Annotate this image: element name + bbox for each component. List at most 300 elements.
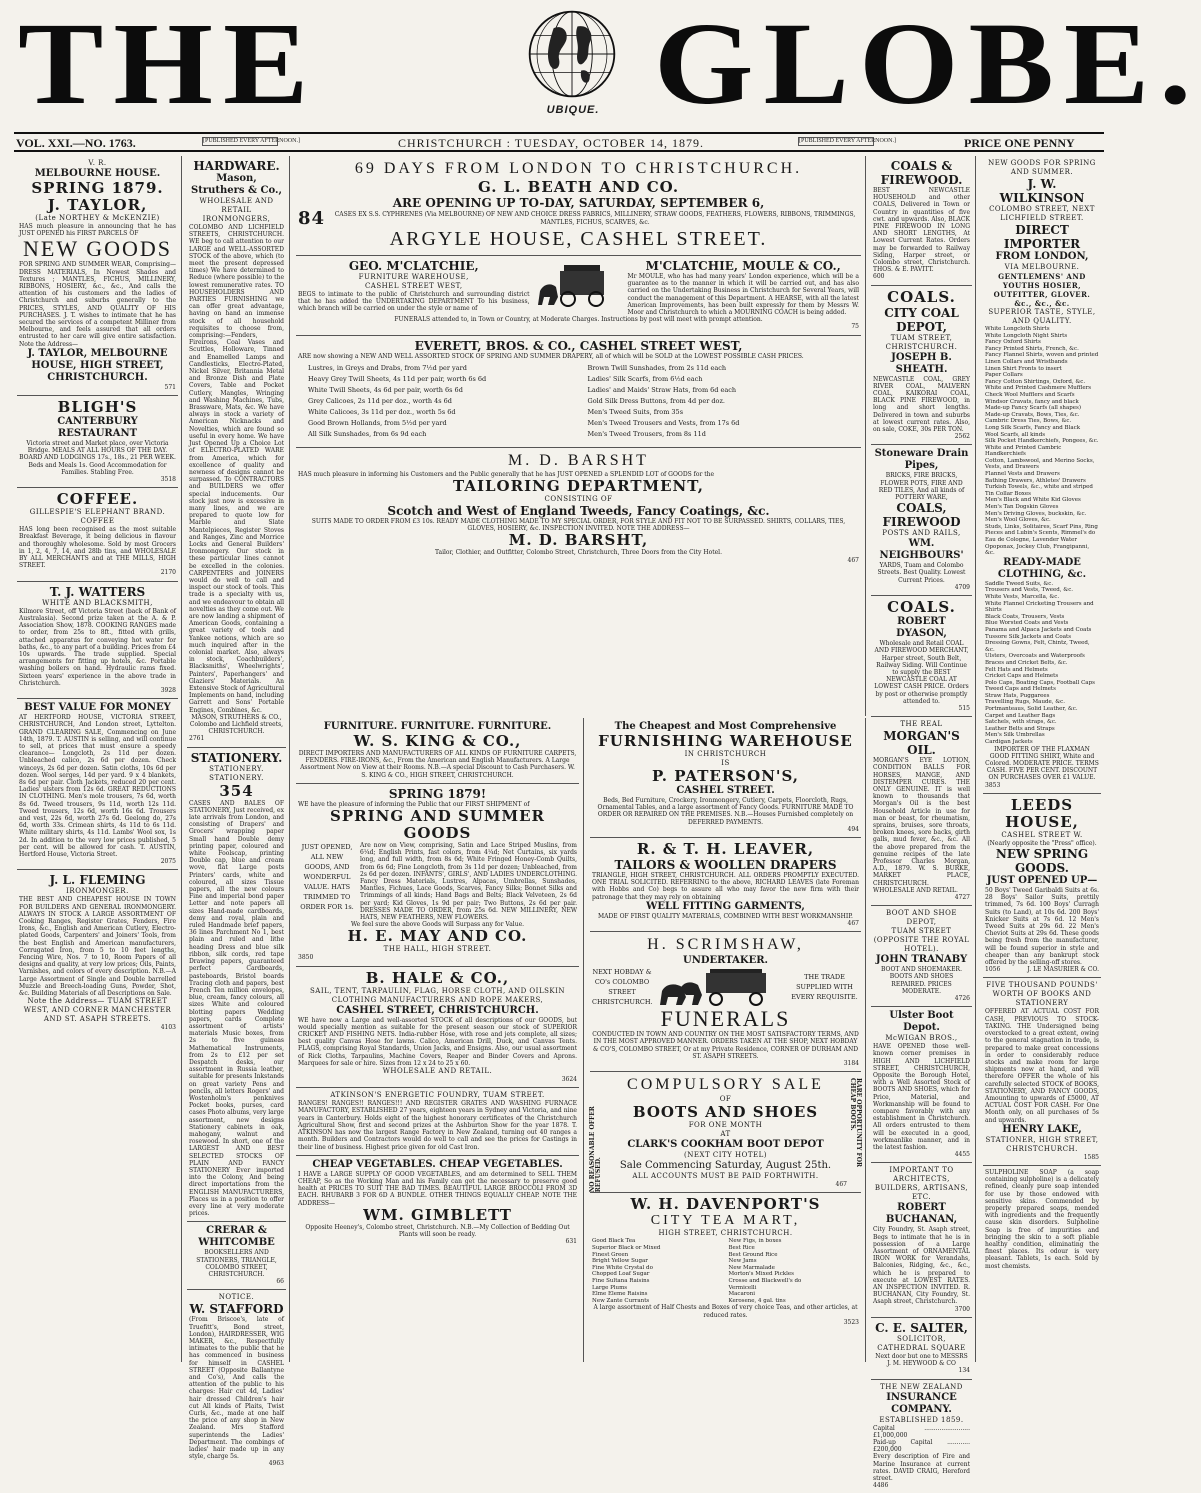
list-item: Linen Shirt Fronts to insert xyxy=(985,366,1099,373)
ad-number: 600 xyxy=(873,273,970,280)
column-6 xyxy=(980,156,1104,1362)
ad-number: 1585 xyxy=(985,1154,1099,1161)
list-item: Good Black Tea xyxy=(592,1238,723,1245)
ad-heading: Ulster Boot Depot. xyxy=(873,1010,970,1034)
list-item: Long Silk Scarfs, Fancy and Black xyxy=(985,425,1099,432)
ad-heading: C. E. SALTER, xyxy=(873,1321,970,1335)
list-item: Polo Caps, Boating Caps, Football Caps xyxy=(985,680,1099,687)
ad-paterson xyxy=(590,718,861,838)
list-item: Best Rice xyxy=(729,1245,860,1252)
ad-scrimshaw xyxy=(590,932,861,1072)
ad-neighbours xyxy=(871,445,972,596)
ad-subheading: IRONMONGER. xyxy=(19,887,176,896)
ad-address: CATHEDRAL SQUARE xyxy=(873,1344,970,1353)
list-item: Tussore Silk Jackets and Coats xyxy=(985,634,1099,641)
ad-subheading: AT xyxy=(604,1130,847,1139)
list-item: Wool Scarfs, all kinds xyxy=(985,432,1099,439)
list-item: Eau de Cologne, Lavender Water xyxy=(985,537,1099,544)
ad-heading: The Cheapest and Most Comprehensive xyxy=(592,721,859,733)
ad-number: 134 xyxy=(873,1367,970,1374)
ad-heading: COALS, FIREWOOD xyxy=(873,501,970,529)
ad-subheading: POSTS AND RAILS, xyxy=(873,529,970,538)
ad-heading: R. & T. H. LEAVER, xyxy=(592,841,859,858)
ad-number: 66 xyxy=(189,1278,284,1285)
list-item: White Twill Sheets, 4s 6d per pair, worth 6s 6d xyxy=(308,385,570,396)
ad-heading: LEEDS HOUSE, xyxy=(985,797,1099,831)
ad-heading: 69 DAYS FROM LONDON TO CHRISTCHURCH. xyxy=(298,159,859,179)
ad-body: We feel sure the above Goods will Surpass any for Value. xyxy=(298,921,577,928)
ad-number: 3624 xyxy=(298,1076,577,1083)
ad-heading: COALS. xyxy=(873,599,970,616)
ad-body: BOOT AND SHOEMAKER. BOOTS AND SHOES REPAIRED. PRICES MODERATE. xyxy=(873,966,970,995)
ad-address: HIGH STREET, CHRISTCHURCH. xyxy=(592,1229,859,1238)
ad-body: SUITS MADE TO ORDER FROM £3 10s. READY MADE CLOTHING MADE TO MY SPECIAL ORDER, FOR STYLE AND FIT NOT TO BE SURPASSED. SHIRTS, COLLARS, TIES, GLOVES, HOSIERY, &c. INSPECTION INVITED. NOTE THE ADDRESS— xyxy=(298,518,859,532)
ad-number: 3853 xyxy=(985,782,1099,789)
list-item: Black Coats, Trousers, Vests xyxy=(985,614,1099,621)
ad-number: 4726 xyxy=(873,995,970,1002)
ad-subheading: ALL ACCOUNTS MUST BE PAID FORTHWITH. xyxy=(604,1172,847,1181)
list-item: Men's Tweed Trousers and Vests, from 17s 6d xyxy=(588,418,850,429)
ad-pavitt-coals xyxy=(871,156,972,286)
list-item: Superior Black or Mixed xyxy=(592,1245,723,1252)
ad-subheading: IS xyxy=(592,759,859,768)
list-item: Vermicelli xyxy=(729,1285,860,1292)
ad-heading: H. SCRIMSHAW, xyxy=(592,935,859,955)
ad-body: Every description of Fire and Marine Insurance at current rates. DAVID CRAIG, Hereford street. xyxy=(873,1453,970,1482)
list-item: Ladies' and Maids' Straw Hats, from 6d each xyxy=(588,385,850,396)
list-item: Good Brown Hollands, from 5½d per yard xyxy=(308,418,570,429)
ad-subheading: UNDERTAKER. xyxy=(592,955,859,967)
ad-address: M. D. BARSHT, xyxy=(298,532,859,549)
ad-heading: COALS & FIREWOOD. xyxy=(873,159,970,187)
list-item: Windsor Cravats, fancy and black xyxy=(985,399,1099,406)
list-item: New Figs, in boxes xyxy=(729,1238,860,1245)
ad-heading: COFFEE. xyxy=(19,491,176,508)
ad-address: MASON, STRUTHERS & CO., Colombo and Lichfield streets, CHRISTCHURCH. xyxy=(189,714,284,736)
ad-leeds-house xyxy=(983,794,1101,979)
ad-stafford xyxy=(187,1290,286,1471)
ad-heading: BEST VALUE FOR MONEY xyxy=(19,702,176,714)
ad-heading: Sale Commencing Saturday, August 25th. xyxy=(604,1160,847,1172)
ad-city-coal-depot xyxy=(871,286,972,446)
globe-emblem-icon xyxy=(526,8,618,100)
ad-number: 4455 xyxy=(873,1151,970,1158)
ad-subheading: STATIONERY. STATIONERY. xyxy=(189,765,284,783)
list-item: Brown Twill Sunshades, from 2s 11d each xyxy=(588,363,850,374)
ad-nz-insurance xyxy=(871,1380,972,1493)
ad-heading: WELL FITTING GARMENTS, xyxy=(592,901,859,913)
list-item: White Longcloth Night Shirts xyxy=(985,333,1099,340)
ad-heading: 354 xyxy=(189,783,284,800)
ad-subheading: SAIL, TENT, TARPAULIN, FLAG, HORSE CLOTH, AND OILSKIN CLOTHING MANUFACTURERS AND ROPE MAKERS, xyxy=(298,987,577,1005)
ad-body: BEGS to intimate to the public of Christchurch and surrounding district that he has added the UNDERTAKING DEPARTMENT To his business, which branch will be carried on under the style or name of xyxy=(298,291,530,313)
ad-sidebar: THE TRADE SUPPLIED WITH EVERY REQUISITE. xyxy=(790,972,859,1002)
list-item: Opoponax, Jockey Club, Frangipanni, &c. xyxy=(985,544,1099,557)
masthead-right-word: GLOBE. xyxy=(654,14,1201,113)
list-item: Studs, Links, Solitaires, Scarf Pins, Ring Pieces and Lubin's Scents, Rimmel's do xyxy=(985,524,1099,537)
ad-heading: CITY COAL DEPOT, xyxy=(873,306,970,334)
masthead-motto: UBIQUE. xyxy=(528,104,618,116)
ad-body: HAS much pleasure in announcing that he has JUST OPENED his FIRST PARCELS OF xyxy=(19,223,176,237)
ad-body: Are now on View, comprising, Satin and Lace Striped Muslins, from 6¼d; English Prints, fast colors, from 4¼d; Net Curtains, six yards long, and full width, from 8s 6d; White Fringed Honey-Comb Quilts, from 6s 6d; Fine Longcloth, from 3s 11d per dozen; Unbleached, from 2s 6d per dozen. INFANTS', GIRLS', AND LADIES UNDERCLOTHING. Fancy Dress Materials, Lustres, Alpacas, Umbrellas, Sunshades, Mantles, Fichues, Lace Goods, Scarves, Fancy Silks; Bonnet Silks and Trimmings of all kinds; Hand Bags and Belts; Black Velveteen, 2s 6d per yard; Kid Gloves, 1s 9d per pair; Two Buttons, 2s 6d per pair. DRESSES MADE TO ORDER, from 25s 6d. NEW MILLINERY, NEW HATS, NEW FEATHERS, NEW FLOWERS. xyxy=(360,842,577,921)
list-item: Men's Tweed Trousers, from 8s 11d xyxy=(588,429,850,440)
ad-subheading: GILLESPIE'S ELEPHANT BRAND. COFFEE xyxy=(19,508,176,526)
ad-body: Opposite Heeney's, Colombo street, Christchurch. N.B.—My Collection of Bedding Out Plants will soon be ready. xyxy=(298,1224,577,1238)
ad-number: 2075 xyxy=(19,858,176,865)
ad-heading: INSURANCE COMPANY. xyxy=(873,1392,970,1416)
ad-heading: ROBERT DYASON, xyxy=(873,616,970,640)
ad-heading: MORGAN'S OIL. xyxy=(873,729,970,757)
ad-address: CASHEL STREET, CHRISTCHURCH. xyxy=(298,1005,577,1017)
ad-body: RANGES! RANGES!! RANGES!!! AND REGISTER GRATES AND WASHING FURNACE MANUFACTORY, ESTABLISHED 27 years, eighteen years in Sydney and Victoria, and nine years in Canterbury. Holds eight of the highest honorary certificates of the Christchurch Agricultural Show, first and second prizes at the Ashburton Show for the year 1878. T. ATKINSON has now the largest Range Factory in New Zealand, turning out 40 ranges a month. Builders and Contractors would do well to call and see the prices for Castings in their line of business. Highest price given for old Cast Iron. xyxy=(298,1100,577,1150)
ad-number: 3928 xyxy=(19,687,176,694)
ad-address: J. TAYLOR, MELBOURNE HOUSE, HIGH STREET, CHRISTCHURCH. xyxy=(19,348,176,384)
list-item: Check Wool Mufflers and Scarfs xyxy=(985,392,1099,399)
ad-heading: H. E. MAY AND CO. xyxy=(298,928,577,945)
ad-heading: M. D. BARSHT xyxy=(298,451,859,471)
ad-hardware xyxy=(187,156,286,748)
ad-sidebar: JUST OPENED, ALL NEW GOODS, AND WONDERFUL VALUE. HATS TRIMMED TO ORDER FOR 1s. xyxy=(298,842,356,921)
ad-subheading: McWIGAN BROS., xyxy=(873,1034,970,1043)
ad-heading: SPRING AND SUMMER GOODS xyxy=(298,808,577,842)
ad-number: 3850 xyxy=(298,954,577,961)
ad-body: NEWCASTLE COAL, GREY RIVER COAL, MALVERN COAL, KAIKORAI COAL, BLACK PINE FIREWOOD, in long and short lengths. Delivered in town and suburbs at lowest current rates. Also, on sale, COKE, 30s PER TON. xyxy=(873,376,970,434)
ad-body: TRIANGLE, HIGH STREET, CHRISTCHURCH. ALL ORDERS PROMPTLY EXECUTED. ONE TRIAL SOLICITED. REFERRING to the above, RICHARD LEAVES (late Foreman with Hobbs and Co) begs to assure all who may favor the new firm with their patronage that they may rely on obtaining xyxy=(592,872,859,901)
ad-heading: JOSEPH B. SHEATH. xyxy=(873,352,970,376)
ad-body: CASES AND BALES OF STATIONERY, Just received, ex late arrivals from London, and consisting of Drapers' and Grocers' wrapping paper Small hand Double demy printing paper, coloured and white Foolscap, printing Double cap, blue and cream wove, flat Large posts Printers' cards, white and coloured, all sizes Tissue papers, all the new colours Fine and imperial bond paper Letter and note papers all sizes Hand-made cardboards, demy and royal, plain and ruled Handmade brief papers, 36 lines Parchment No 1, best plain and ruled and lithe heading Dress and blue silk ribbon, silk cords, red tape Drawing papers, guaranteed perfect Cardboards, pasteboards, Bristol boards Tracing cloth and papers, best French Ten million envelopes, blue, cream, fancy colours, all sizes White and coloured blotting papers Wedding papers, cards Complete assortment of artists' materials Music boxes, from 2s to five guineas Mathematical Instruments, from 2s to £12 per set Despatch desks, our assortment in Russia leather, suitable for presents Inkstands on great variety Pens and pencils, all letters Rogers' and Wostenholm's penknives Pocket books, purses, card cases Photo albums, very large assortment, new designs Stationery cabinets in oak, mahogany, walnut and rosewood. In short, one of the LARGEST AND BEST SELECTED STOCKS OF PLAIN AND FANCY STATIONERY Ever imported into the Colony, And being direct importations from the ENGLISH MANUFACTURERS, Places us in a position to offer every line at very moderate prices. xyxy=(189,800,284,1218)
ad-address: TUAM STREET, CHRISTCHURCH. xyxy=(873,334,970,352)
ad-subheading: THE REAL xyxy=(873,720,970,729)
ad-mclatchie xyxy=(296,256,861,336)
list-item: Trousers and Vests, Tweed, &c. xyxy=(985,587,1099,594)
ad-subheading: NOTICE. xyxy=(189,1293,284,1302)
list-item: New Marmalade xyxy=(729,1265,860,1272)
ad-buchanan xyxy=(871,1163,972,1317)
ad-heading: COALS. xyxy=(873,289,970,306)
ad-heading: W. STAFFORD xyxy=(189,1302,284,1316)
ad-address: THE HALL, HIGH STREET. xyxy=(298,945,577,954)
list-item: White Flannel Cricketing Trousers and Shirts xyxy=(985,601,1099,614)
ad-heading: MELBOURNE HOUSE. xyxy=(19,168,176,180)
ad-coffee xyxy=(17,488,178,581)
ad-address: STATIONER, HIGH STREET, CHRISTCHURCH. xyxy=(985,1136,1099,1154)
ad-body: (Nearly opposite the "Press" office). xyxy=(985,840,1099,847)
ad-heading: Scotch and West of England Tweeds, Fancy Coatings, &c. xyxy=(298,504,859,518)
ad-heading: HARDWARE. xyxy=(189,159,284,173)
ad-heading: J. W. WILKINSON xyxy=(985,177,1099,205)
ad-heading: 84 xyxy=(298,210,325,227)
ad-heading: BOOTS AND SHOES xyxy=(604,1104,847,1121)
ad-number: 4709 xyxy=(873,584,970,591)
ad-body: 50 Boys' Tweed Garibaldi Suits at 6s. 28 Boys' Sailor Suits, prettily trimmed, 7s 6d. 100 Boys' Curragh Suits (to Land), at 10s 6d. 200 Boys' Knicker Suits at 7s 6d. 12 Men's Tweed Suits at 29s 6d. 22 Men's Cheviot Suits at 29s 6d. These goods being fresh from the manufacturer, will be found superior in style and cheaper than any bankrupt stock offered by the selling-off stores. xyxy=(985,887,1099,966)
ad-number: 467 xyxy=(604,1181,847,1188)
ad-body: Paid-up Capital ............ £200,000 xyxy=(873,1439,970,1453)
ad-subheading: IMPORTANT TO ARCHITECTS, BUILDERS, ARTISANS, ETC. xyxy=(873,1166,970,1202)
list-item: Best Ground Rice xyxy=(729,1252,860,1259)
list-item: Paper Collars xyxy=(985,372,1099,379)
ad-body: HAVE OPENED those well-known corner premises in HIGH AND LICHFIELD STREET, CHRISTCHURCH, Opposite the Borough Hotel, with a Well Assorted Stock of BOOTS AND SHOES, which for Price, Material, and Workmanship will be found to compare favorably with any establishment in Christchurch. All orders entrusted to them will be executed in a good, workmanlike manner, and in the latest fashion. xyxy=(873,1043,970,1151)
list-item: Linen Collars and Wristbands xyxy=(985,359,1099,366)
ad-heading: WM. NEIGHBOURS' xyxy=(873,538,970,562)
ad-body: ARE now showing a NEW AND WELL ASSORTED STOCK OF SPRING AND SUMMER DRAPERY, all of which will be SOLD at the LOWEST POSSIBLE CASH PRICES. xyxy=(298,353,859,360)
issue-price: PRICE ONE PENNY xyxy=(964,136,1075,151)
ad-address: CASHEL STREET W. xyxy=(985,831,1099,840)
ad-body: BRICKS, FIRE BRICKS, FLOWER POTS, FIRE AND RED TILES, And all kinds of POTTERY WARE, xyxy=(873,472,970,501)
ad-heading: FURNISHING WAREHOUSE xyxy=(592,733,859,750)
list-item: White and Printed Cashmere Mufflers xyxy=(985,385,1099,392)
ad-compulsory-sale xyxy=(590,1072,861,1193)
masthead-left-word: THE xyxy=(18,14,318,113)
ad-body: Capital ........................ £1,000,000 xyxy=(873,1425,970,1439)
ad-body: MORGAN'S EYE LOTION, CONDITION BALLS FOR HORSES, MANGE, AND DISTEMPER CURES. THE ONLY GENUINE. IT is well known to thousands that Morgan's Oil is the best Household Article in use for man or beast, for rheumatism, sprains, bruises, sore throats, broken knees, sore backs, girth galls, mud fever, &c., &c. All the above prepared from the genuine recipes of the late Professor Charles Morgan, A.D., 1879. W. S. BURKE, MARKET PLACE, CHRISTCHURCH. WHOLESALE AND RETAIL. xyxy=(873,757,970,894)
list-item: Fancy Cotton Shirtings, Oxford, &c. xyxy=(985,379,1099,386)
ad-body: Tailor, Clothier, and Outfitter, Colombo Street, Christchurch, Three Doors from the City Hotel. xyxy=(298,549,859,556)
ad-number: 494 xyxy=(592,826,859,833)
list-item: Chopped Loaf Sugar xyxy=(592,1271,723,1278)
ad-body: Next door but one to MESSRS J. M. HEYWOOD & CO xyxy=(873,1353,970,1367)
ad-heading: ROBERT BUCHANAN, xyxy=(873,1202,970,1226)
list-item: Straw Hats, Puggarees xyxy=(985,693,1099,700)
list-item: Large Plums xyxy=(592,1285,723,1292)
ad-body: YARDS, Tuam and Colombo Streets. Best Quality. Lowest Current Prices. xyxy=(873,562,970,584)
masthead xyxy=(14,6,1104,130)
ad-stationery xyxy=(187,748,286,1223)
ad-sulpholine-soap xyxy=(983,1166,1101,1274)
list-item: Braces and Cricket Belts, &c. xyxy=(985,660,1099,667)
list-item: New Zante Currants xyxy=(592,1298,723,1305)
ad-subheading: CANTERBURY RESTAURANT xyxy=(19,416,176,440)
ad-wilkinson xyxy=(983,156,1101,794)
ad-hertford-house xyxy=(17,699,178,870)
ad-heading: TAILORING DEPARTMENT, xyxy=(298,478,859,495)
ad-body: MADE OF FIRST QUALITY MATERIALS, COMBINED WITH BEST WORKMANSHIP. xyxy=(592,913,859,920)
ad-heading: WM. GIMBLETT xyxy=(298,1207,577,1224)
ad-subheading: WHOLESALE AND RETAIL. xyxy=(298,1067,577,1076)
tea-price-list-left xyxy=(592,1238,723,1304)
ad-subheading: THE NEW ZEALAND xyxy=(873,1383,970,1392)
ad-subheading: VIA MELBOURNE. xyxy=(985,263,1099,272)
ad-melbourne-house xyxy=(17,156,178,396)
centre-block xyxy=(292,156,866,716)
list-item: Heavy Grey Twill Sheets, 4s 11d per pair, worth 6s 6d xyxy=(308,374,570,385)
list-item: Silk Pocket Handkerchiefs, Pongees, &c. xyxy=(985,438,1099,445)
ad-body: OFFERED AT ACTUAL COST FOR CASH, PREVIOUS TO STOCK-TAKING. THE Undersigned being overstocked to a great extent, owing to the general stagnation in trade, is prepared to make great concessions in order to considerably reduce stocks and make room for large shipments now at hand, and will therefore OFFER the whole of his carefully selected STOCK of BOOKS, STATIONERY, AND FANCY GOODS, Amounting to upwards of £5000, AT ACTUAL COST FOR CASH. For One Month only, on all purchases of 5s and upwards. xyxy=(985,1008,1099,1123)
ad-heading: SPRING 1879. xyxy=(19,180,176,197)
list-item: Gold Silk Dress Buttons, from 4d per doz. xyxy=(588,396,850,407)
column-3 xyxy=(292,718,584,1362)
ad-dyason xyxy=(871,596,972,717)
ad-heading: Mason, Struthers & Co., xyxy=(189,173,284,197)
ad-heading: CRERAR & WHITCOMBE xyxy=(189,1225,284,1249)
ad-heading: P. PATERSON'S, xyxy=(592,768,859,785)
ad-body: AT HERTFORD HOUSE, VICTORIA STREET, CHRISTCHURCH, And London street, Lyttelton. GRAND CLEARING SALE, Commencing on June 14th, 1879. T. AUSTIN is selling, and will continue to sell, at prices that must ensure a speedy clearance— Longcloth, 2s 11d per dozen. Unbleached calico, 2s 6d per dozen. Check winceys, 2s 6d per dozen. Satin cloths, 10s 6d per dozen. Wool serges, 14d per yard. 9 x 4 blankets, 8s 6d per pair. Cloth Jackets, reduced 20 per cent. Ladies' ulsters from 12s 6d. GREAT REDUCTIONS IN CLOTHING. Men's mole trousers, 7s 6d, worth 8s 6d. Tweed trousers, 9s 11d, worth 12s 11d. Tweed trousers, 12s 6d, worth 16s 6d. Trousers and vest, 22s 6d, worth 27s 6d. Geelong do, 27s 6d, worth 33s. Crimean shirts, 4s 11d to 6s 11d. White military shirts, 4s 11d. Lambs' Wool sox, 1s 2d. In addition to the very low prices published, 5 per cent. will be allowed for cash. T. AUSTIN, Hertford House, Victoria Street. xyxy=(19,714,176,858)
ad-number: 3523 xyxy=(592,1319,859,1326)
tea-price-list-right xyxy=(729,1238,860,1304)
ad-number: 3518 xyxy=(19,476,176,483)
ad-heading: M'CLATCHIE, MOULE & CO., xyxy=(628,259,860,273)
ad-leaver xyxy=(590,838,861,932)
published-note-left: [PUBLISHED EVERY AFTERNOON.] xyxy=(202,137,278,146)
ad-heading: DIRECT IMPORTER xyxy=(985,223,1099,251)
ad-subheading: TAILORS & WOOLLEN DRAPERS xyxy=(592,858,859,872)
list-item: White Longcloth Shirts xyxy=(985,326,1099,333)
ad-heading: T. J. WATTERS xyxy=(19,585,176,599)
list-item: Cotton, Lambswool, and Merino Socks, Vests, and Drawers xyxy=(985,458,1099,471)
ad-heading: J. L. FLEMING xyxy=(19,873,176,887)
ad-number: 2562 xyxy=(873,433,970,440)
ad-body: Kilmore Street, off Victoria Street (back of Bank of Australasia). Second prize taken at the A. & P. Association Show, 1878. COOKING RANGES made to order, from 25s to 8ft., fitted with grills, attached apparatus for conveying hot water for baths, &c., to any part of a building. Prices from £4 10s upwards. The trade supplied. Special arrangements for fitting up hotels, &c. Portable washing boilers on hand. Hydraulic rams fixed. Sixteen years' experience in the above trade in Christchurch. xyxy=(19,608,176,687)
list-item: Dressing Gowns, Felt, Chintz, Tweed, &c. xyxy=(985,640,1099,653)
ad-body: COLOMBO AND LICHFIELD STREETS, CHRISTCHURCH. WE beg to call attention to our LARGE and WELL-ASSORTED STOCK of the above, which (to meet the present depressed times) We have determined to Reduce (where possible) to the lowest remunerative rates. TO HOUSEHOLDERS AND PARTIES FURNISHING we can offer great advantage, having on hand an immense stock of all household requisites to choose from, comprising:—Fenders, Fireirons, Coal Vases and Scuttles, Holloware, Tinned and Enamelled Lamps and Candlesticks, Electro-Plated, Nickel Silver, Britannia Metal and Bronze Dish and Plate Covers, Table and Pocket Cutlery, Mangles, Wringing and Washing Machines, Tubs, Brassware, Mats, &c. We have always in stock a variety of American Nicknacks and Novelties, which are found so useful in every home. We have Just Opened Up a Choice Lot of ELECTRO-PLATED WARE from America, which for excellence of quality and newness of designs cannot be surpassed. To CONTRACTORS and BUILDERS we offer special inducements. Our stock just now is excessive in many lines, and we are prepared to quote low for Marble and Slate Mantelpieces, Register Stoves and Ranges, Zinc and Morrice Locks and General Builders' Ironmongery. Our stock in these particular lines cannot be excelled in the colonies. CARPENTERS and JOINERS would do well to call and inspect our stock of tools. This trade is a specialty with us, and we endeavour to obtain all novelties as they come out. We are now landing a shipment of American Goods, containing a great variety of tools and Yankee notions, which are so much inquired after in the colonial market. Also, always in stock, Coachbuilders', Blacksmiths', Wheelwrights', Painters', Paperhangers' and Glaziers' Materials. An Extensive Stock of Agricultural Implements on hand, including Garrett and Sons' Portable Engines, Combines, &c. xyxy=(189,224,284,714)
ad-body: CASES EX S.S. CYPHRENES (Via MELBOURNE) OF NEW AND CHOICE DRESS FABRICS, MILLINERY, STRAW GOODS, FEATHERS, FLOWERS, RIBBONS, TRIMMINGS, MANTLES, FICHUS, SCARVES, &c. xyxy=(331,211,859,225)
ad-heading: JOHN TRANABY xyxy=(873,954,970,966)
ad-watters xyxy=(17,582,178,699)
list-item: White and Printed Cambric Handkerchiefs xyxy=(985,445,1099,458)
column-4 xyxy=(586,718,866,1362)
list-item: Tweed Caps and Helmets xyxy=(985,686,1099,693)
hearse-illustration-icon xyxy=(536,261,622,311)
list-item: Men's Black and White Kid Gloves xyxy=(985,497,1099,504)
ad-heading: GEO. M'CLATCHIE, xyxy=(298,259,530,273)
ad-crerar-whitcombe xyxy=(187,1222,286,1290)
ad-fleming xyxy=(17,870,178,1035)
ad-heading: W. H. DAVENPORT'S xyxy=(592,1196,859,1213)
ad-may xyxy=(296,784,579,967)
ad-henry-lake xyxy=(983,978,1101,1165)
ad-body: BOOKSELLERS AND STATIONERS, TRIANGLE, COLOMBO STREET, CHRISTCHURCH. xyxy=(189,1249,284,1278)
list-item: Men's Driving Gloves, buckskin, &c. xyxy=(985,511,1099,518)
ad-subheading: SOLICITOR, xyxy=(873,1335,970,1344)
ad-number: 3184 xyxy=(592,1060,859,1067)
ad-number: 2170 xyxy=(19,569,176,576)
list-item: Grey Calicoes, 2s 11d per doz., worth 4s 6d xyxy=(308,396,570,407)
ad-heading: G. L. BEATH AND CO. xyxy=(298,179,859,196)
ad-heading: ATKINSON'S ENERGETIC FOUNDRY, TUAM STREET. xyxy=(298,1091,577,1100)
ad-number: 4963 xyxy=(189,1460,284,1467)
ad-number: 2761 xyxy=(189,735,284,742)
ad-body: BEST NEWCASTLE HOUSEHOLD and other COALS, Delivered in Town or Country in quantities of five cwt. and upwards. Also, BLACK PINE FIREWOOD IN LONG AND SHORT LENGTHS, At Lowest Current Rates. Orders may be forwarded to Railway Siding, Harper street, or Colombo street, Christchurch. THOS. & E. PAVITT. xyxy=(873,187,970,273)
ad-body: Wholesale and Retail COAL AND FIREWOOD MERCHANT, Harper street, South Belt, Railway Siding. Will Continue to supply the BEST NEWCASTLE COAL AT LOWEST CASH PRICE. Orders by post or otherwise promptly attended to. xyxy=(873,640,970,705)
ad-subheading: (NEXT CITY HOTEL) xyxy=(604,1151,847,1160)
ad-body: A large assortment of Half Chests and Boxes of very choice Teas, and other articles, at reduced rates. xyxy=(592,1304,859,1318)
ad-subheading: JUST OPENED UP— xyxy=(985,875,1099,887)
column-1 xyxy=(14,156,182,1362)
list-item: Cricket Caps and Helmets xyxy=(985,673,1099,680)
ad-body: I HAVE a LARGE SUPPLY OF GOOD VEGETABLES, and am determined to SELL THEM CHEAP, So as the Working Man and his Family can get the necessary to preserve good health at PRICES TO SUIT THE BAD TIMES. BEAUTIFUL LARGE BROCCOLI FROM 3D EACH. RHUBARB 3 FOR 6D A BUNDLE. OTHER THINGS EQUALLY CHEAP. NOTE THE ADDRESS— xyxy=(298,1171,577,1207)
ad-heading: READY-MADE CLOTHING, &c. xyxy=(985,557,1099,581)
ad-heading: BOOT AND SHOE DEPOT, xyxy=(873,909,970,927)
ad-subheading: CASHEL STREET WEST, xyxy=(298,282,530,291)
list-item: Crosse and Blackwell's do xyxy=(729,1278,860,1285)
list-item: Cardigan Jackets xyxy=(985,739,1099,746)
ad-address: Note the Address— TUAM STREET WEST, AND CORNER MANCHESTER AND ST. ASAPH STREETS. xyxy=(19,997,176,1024)
ad-subheading: NEW GOODS FOR SPRING AND SUMMER. xyxy=(985,159,1099,177)
ad-address: TUAM STREET (OPPOSITE THE ROYAL HOTEL). xyxy=(873,927,970,954)
ad-heading: CITY TEA MART, xyxy=(592,1213,859,1229)
ad-king xyxy=(296,718,579,784)
ad-heading: FROM LONDON, xyxy=(985,251,1099,263)
list-item: Cambric Dress Ties, Bows, &c. xyxy=(985,418,1099,425)
ad-body: HAS long been recognised as the most suitable Breakfast Beverage, it being delicious in flavour and thoroughly wholesome. Sold by most Grocers in 1, 2, 4, 7, 14, and 28lb tins, and WHOLESALE BY ALL MERCHANTS and at THE MILLS, HIGH STREET. xyxy=(19,526,176,569)
list-item: Fancy Flannel Shirts, woven and printed xyxy=(985,352,1099,359)
list-item: Men's Tweed Suits, from 35s xyxy=(588,407,850,418)
list-item: Leather Belts and Straps xyxy=(985,726,1099,733)
ad-davenport xyxy=(590,1193,861,1330)
ad-ulster-boot xyxy=(871,1007,972,1163)
issue-date: CHRISTCHURCH : TUESDAY, OCTOBER 14, 1879. xyxy=(398,136,704,151)
ad-number: 631 xyxy=(298,1238,577,1245)
ad-beath xyxy=(296,156,861,256)
ad-heading: GENTLEMENS' AND YOUTHS HOSIER, OUTFITTER, GLOVER. &c., &c., &c. xyxy=(985,272,1099,308)
list-item: Elme Eleme Raisins xyxy=(592,1291,723,1298)
list-item: Fancy Printed Shirts, French, &c. xyxy=(985,346,1099,353)
list-item: Bright Yellow Sugar xyxy=(592,1258,723,1265)
ad-subheading: ESTABLISHED 1859. xyxy=(873,1416,970,1425)
ad-heading: Stoneware Drain Pipes, xyxy=(873,448,970,472)
ad-side-text: RARE OPPORTUNITY FOR CHEAP BOOTS. xyxy=(849,1078,861,1192)
ad-heading: CLARK'S COOKHAM BOOT DEPOT xyxy=(604,1139,847,1151)
ad-heading: FURNITURE. FURNITURE. FURNITURE. xyxy=(298,721,577,733)
ad-subheading: WHOLESALE AND RETAIL IRONMONGERS, xyxy=(189,197,284,224)
ad-subheading: IN CHRISTCHURCH xyxy=(592,750,859,759)
list-item: Lustres, in Greys and Drabs, from 7½d per yard xyxy=(308,363,570,374)
list-item: Fine White Crystal do xyxy=(592,1265,723,1272)
list-item: Carpet and Leather Bags xyxy=(985,713,1099,720)
ad-body: (From Briscoe's, late of Truefitt's, Bond street, London), HAIRDRESSER, WIG MAKER, &c., Respectfully intimates to the public that he has commenced in business for himself in CASHEL STREET (Opposite Ballantyne and Co's), And calls the attention of the public to his charges: Hair cut 4d, Ladies' hair dressed Children's hair cut All kinds of Plaits, Twist Curls, &c., made at one half the price of any shop in New Zealand. Mrs Stafford superintends the Ladies' Department. The combings of ladies' hair made up in any style, charge 5s. xyxy=(189,1316,284,1460)
ad-hale xyxy=(296,967,579,1089)
royal-cipher: V. R. xyxy=(19,159,176,168)
ad-subheading: SUPERIOR TASTE, STYLE, AND QUALITY. xyxy=(985,308,1099,326)
ad-body: Mr MOULE, who has had many years' London experience, which will be a guarantee as to the manner in which it will be carried out, and has also carried on the Undertaking Business in Christchurch for Several Years, will conduct the management of this Department. A HEARSE, with all the latest American Improvements, has been built expressly for them by Messrs W. Moor and Christchurch to which a MOURNING COACH is being added. xyxy=(628,273,860,316)
list-item: Satchels, with straps, &c. xyxy=(985,719,1099,726)
list-item: White Calicoes, 3s 11d per doz., worth 5s 6d xyxy=(308,407,570,418)
ad-barsht xyxy=(296,448,861,568)
ad-number: 4486 xyxy=(873,1482,970,1489)
ad-heading: HENRY LAKE, xyxy=(985,1124,1099,1136)
ad-number: 75 xyxy=(298,323,859,330)
ad-subheading: CONSISTING OF xyxy=(298,495,859,504)
wilkinson-item-list xyxy=(985,326,1099,557)
ad-heading: SPRING 1879! xyxy=(298,787,577,801)
list-item: Men's Wool Gloves, &c. xyxy=(985,517,1099,524)
ad-subheading: OF xyxy=(604,1095,847,1104)
ad-number: 515 xyxy=(873,705,970,712)
ad-heading: CHEAP VEGETABLES. CHEAP VEGETABLES. xyxy=(298,1159,577,1171)
everett-price-list-right xyxy=(588,363,850,440)
list-item: Made-up Cravats, Bows, Ties, &c. xyxy=(985,412,1099,419)
list-item: Macaroni xyxy=(729,1291,860,1298)
ad-subheading: WHITE AND BLACKSMITH, xyxy=(19,599,176,608)
ad-body: Victoria street and Market place, over Victoria Bridge. MEALS AT ALL HOURS OF THE DAY. BOARD AND LODGINGS 17s., 18s., 21 PER WEEK. Beds and Meals 1s. Good Accommodation for Families. Stabling Free. xyxy=(19,440,176,476)
list-item: Finest Green xyxy=(592,1252,723,1259)
ad-heading: J. TAYLOR, xyxy=(19,197,176,214)
list-item: Flannel Vests and Drawers xyxy=(985,471,1099,478)
ad-number: 467 xyxy=(592,920,859,927)
ad-heading: W. S. KING & CO., xyxy=(298,733,577,750)
ad-morgans-oil xyxy=(871,717,972,906)
hearse-illustration-icon xyxy=(656,967,786,1007)
ad-number: 4103 xyxy=(19,1024,176,1031)
list-item: Felt Hats and Helmets xyxy=(985,667,1099,674)
list-item: Men's Tan Dogskin Gloves xyxy=(985,504,1099,511)
ad-number: 571 xyxy=(19,384,176,391)
ad-gimblett xyxy=(296,1156,579,1250)
list-item: Bathing Drawers, Athletes' Drawers xyxy=(985,478,1099,485)
ad-subheading: FOR ONE MONTH xyxy=(604,1121,847,1130)
published-note-right: [PUBLISHED EVERY AFTERNOON.] xyxy=(798,137,874,146)
ad-number: 467 xyxy=(298,557,859,564)
volume-number: VOL. XXI.—NO. 1763. xyxy=(16,136,136,151)
